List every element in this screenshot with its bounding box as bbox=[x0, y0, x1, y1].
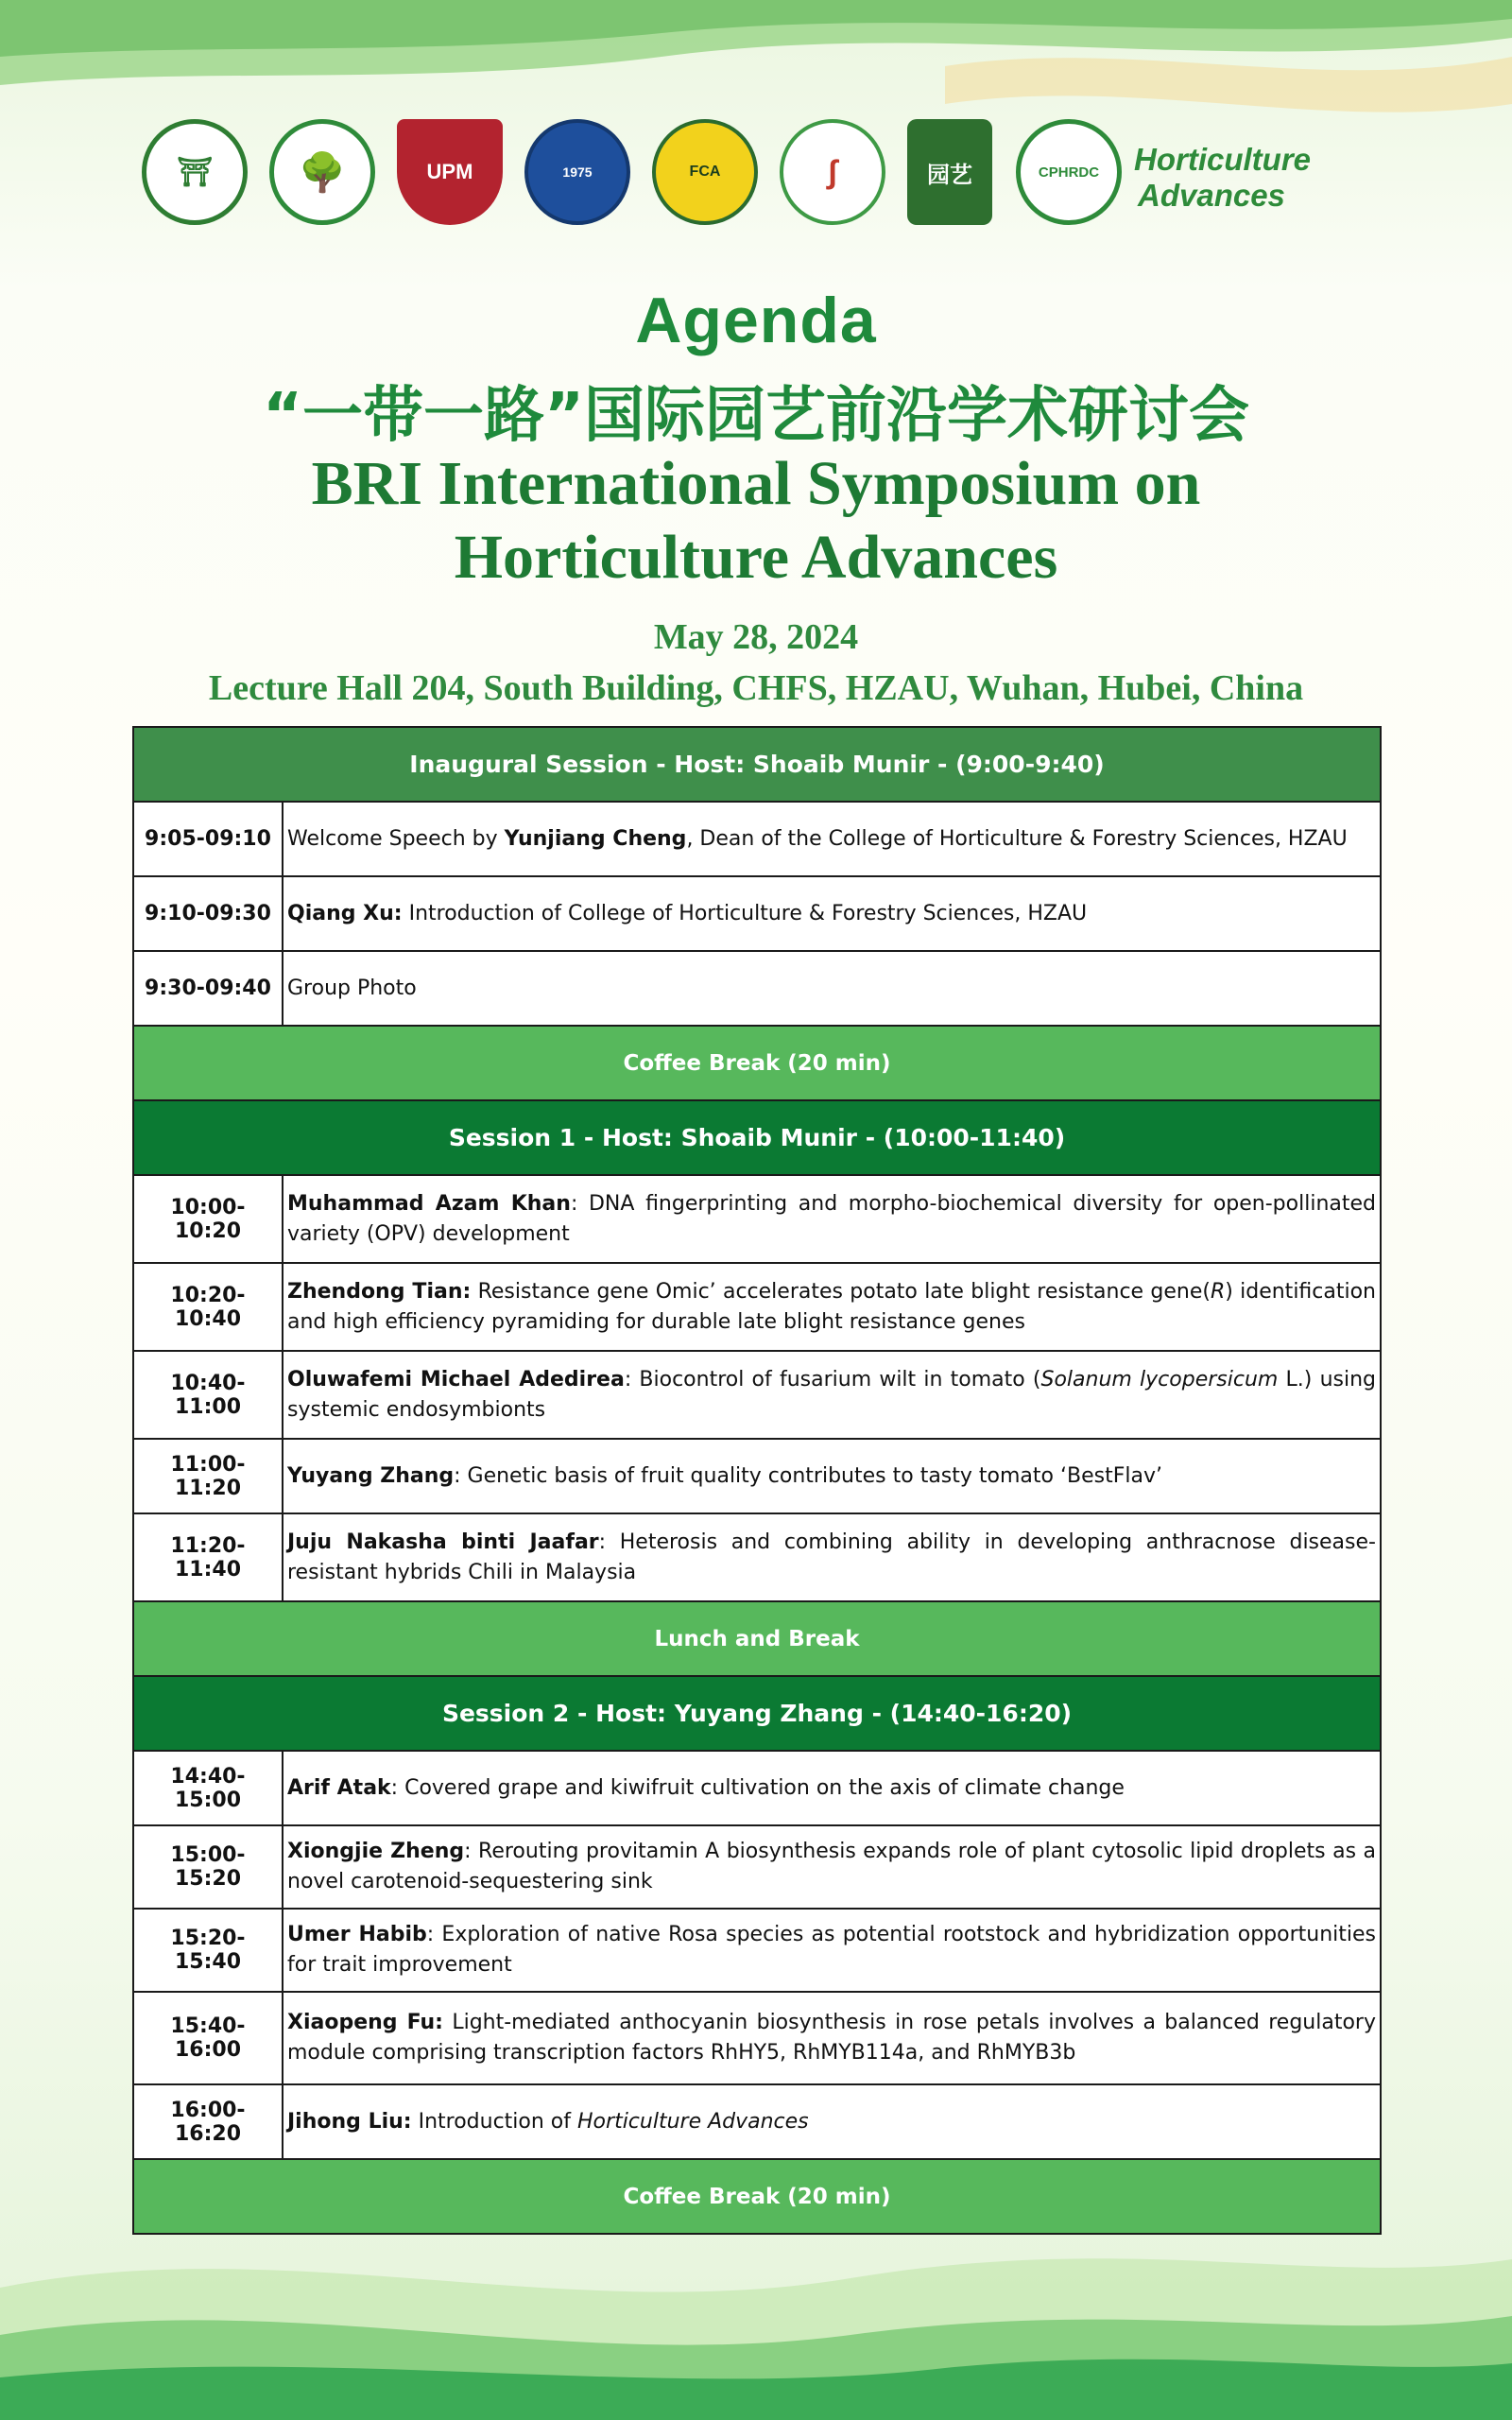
break-text: Coffee Break (20 min) bbox=[133, 1026, 1381, 1100]
session-header-text: Session 2 - Host: Yuyang Zhang - (14:40-16:20) bbox=[133, 1676, 1381, 1751]
time-slot: 10:20-10:40 bbox=[133, 1263, 283, 1351]
pmas-arid-logo: 🌳 bbox=[269, 119, 375, 225]
time-slot: 10:00-10:20 bbox=[133, 1175, 283, 1263]
speaker-name: Juju Nakasha binti Jaafar bbox=[287, 1530, 599, 1554]
talk-title: L.) using systemic endosymbionts bbox=[287, 1367, 1376, 1422]
time-slot: 14:40-15:00 bbox=[133, 1751, 283, 1825]
talk-description bbox=[283, 1751, 1381, 1825]
talk-title: : DNA fingerprinting and morpho-biochemical diversity for open-pollinated variety (OPV) development bbox=[287, 1191, 1376, 1246]
agenda-title: Agenda bbox=[635, 285, 877, 356]
talk-title: Introduction of College of Horticulture & Forestry Sciences, HZAU bbox=[402, 901, 1088, 925]
talk-description bbox=[283, 1351, 1381, 1439]
time-slot: 15:20-15:40 bbox=[133, 1909, 283, 1992]
talk-title-italic: R bbox=[1210, 1279, 1226, 1304]
partner-logos bbox=[142, 119, 1370, 242]
table-row bbox=[133, 1513, 1381, 1601]
session-1-header bbox=[133, 1100, 1381, 1175]
talk-description bbox=[283, 1513, 1381, 1601]
speaker-name: Jihong Liu: bbox=[287, 2109, 412, 2134]
upm-logo: UPM bbox=[397, 119, 503, 225]
time-slot: 16:00-16:20 bbox=[133, 2084, 283, 2159]
time-slot: 9:05-09:10 bbox=[133, 802, 283, 876]
talk-description bbox=[283, 1992, 1381, 2084]
talk-title: : Genetic basis of fruit quality contributes to tasty tomato ‘BestFlav’ bbox=[454, 1463, 1162, 1488]
talk-title: ) identification and high efficiency pyramiding for durable late blight resistance genes bbox=[287, 1279, 1377, 1334]
inaugural-session-header bbox=[133, 727, 1381, 802]
talk-description bbox=[283, 1175, 1381, 1263]
talk-title: : Biocontrol of fusarium wilt in tomato ( bbox=[624, 1367, 1041, 1392]
yuan-yi-lin-xue-logo: 园艺 bbox=[907, 119, 992, 225]
coffee-break-row bbox=[133, 1026, 1381, 1100]
talk-title-italic: Horticulture Advances bbox=[577, 2109, 809, 2134]
talk-title: : Rerouting provitamin A biosynthesis expands role of plant cytosolic lipid droplets as a novel carotenoid-sequestering sink bbox=[287, 1840, 1376, 1893]
speaker-name: Xiongjie Zheng bbox=[287, 1840, 465, 1863]
table-row bbox=[133, 1439, 1381, 1513]
talk-description bbox=[283, 1909, 1381, 1992]
talk-title: Light-mediated anthocyanin biosynthesis in rose petals involves a balanced regulatory module comprising transcription factors RhHY5, RhMYB114a, and RhMYB3b bbox=[287, 2011, 1376, 2065]
table-row bbox=[133, 951, 1381, 1026]
english-title-line1: BRI International Symposium on bbox=[311, 449, 1201, 518]
brand-line2: Advances bbox=[1138, 178, 1285, 213]
talk-description bbox=[283, 1439, 1381, 1513]
talk-description bbox=[283, 802, 1381, 876]
speaker-name: Zhendong Tian: bbox=[287, 1279, 472, 1304]
time-slot: 9:10-09:30 bbox=[133, 876, 283, 951]
talk-title: , Dean of the College of Horticulture & Forestry Sciences, HZAU bbox=[686, 826, 1348, 851]
table-row bbox=[133, 1175, 1381, 1263]
table-row bbox=[133, 1825, 1381, 1909]
speaker-name: Yunjiang Cheng bbox=[504, 826, 687, 851]
talk-title: Introduction of bbox=[411, 2109, 578, 2134]
session-header-text: Session 1 - Host: Shoaib Munir - (10:00-11:40) bbox=[133, 1100, 1381, 1175]
speaker-name: Oluwafemi Michael Adedirea bbox=[287, 1367, 625, 1392]
time-slot: 11:20-11:40 bbox=[133, 1513, 283, 1601]
speaker-name: Yuyang Zhang bbox=[287, 1463, 455, 1488]
federal-college-logo: FCA bbox=[652, 119, 758, 225]
english-title-line2: Horticulture Advances bbox=[454, 523, 1058, 592]
talk-title: Resistance gene Omic’ accelerates potato late blight resistance gene( bbox=[471, 1279, 1211, 1304]
chinese-title: “一带一路”国际园艺前沿学术研讨会 bbox=[262, 381, 1250, 451]
talk-title: : Exploration of native Rosa species as potential rootstock and hybridization opportunities for trait improvement bbox=[287, 1923, 1376, 1977]
time-slot: 9:30-09:40 bbox=[133, 951, 283, 1026]
speaker-name: Qiang Xu: bbox=[287, 901, 403, 925]
talk-description bbox=[283, 876, 1381, 951]
speaker-name: Muhammad Azam Khan bbox=[287, 1191, 571, 1216]
time-slot: 11:00-11:20 bbox=[133, 1439, 283, 1513]
cphrdc-logo: CPHRDC bbox=[1016, 119, 1122, 225]
table-row bbox=[133, 1992, 1381, 2084]
speaker-name: Xiaopeng Fu: bbox=[287, 2011, 443, 2034]
talk-title: Group Photo bbox=[287, 976, 417, 1000]
lunch-break-row bbox=[133, 1601, 1381, 1676]
agenda-table bbox=[132, 726, 1382, 2235]
table-row bbox=[133, 1751, 1381, 1825]
table-row bbox=[133, 1909, 1381, 1992]
time-slot: 15:00-15:20 bbox=[133, 1825, 283, 1909]
hzau-logo: ⛩ bbox=[142, 119, 248, 225]
brand-line1: Horticulture bbox=[1134, 142, 1312, 177]
bursa-uludag-logo: 1975 bbox=[524, 119, 630, 225]
table-row bbox=[133, 802, 1381, 876]
session-2-header bbox=[133, 1676, 1381, 1751]
break-text: Lunch and Break bbox=[133, 1601, 1381, 1676]
session-header-text: Inaugural Session - Host: Shoaib Munir - (9:00-9:40) bbox=[133, 727, 1381, 802]
top-wave-decoration bbox=[0, 0, 1512, 123]
table-row bbox=[133, 1263, 1381, 1351]
talk-description bbox=[283, 1263, 1381, 1351]
talk-title-italic: Solanum lycopersicum bbox=[1040, 1367, 1279, 1392]
speaker-name: Arif Atak bbox=[287, 1775, 391, 1800]
time-slot: 15:40-16:00 bbox=[133, 1992, 283, 2084]
institute-logo: ∫ bbox=[780, 119, 885, 225]
speaker-name: Umer Habib bbox=[287, 1923, 427, 1946]
time-slot: 10:40-11:00 bbox=[133, 1351, 283, 1439]
table-row bbox=[133, 1351, 1381, 1439]
event-date: May 28, 2024 bbox=[653, 617, 859, 657]
talk-title: : Heterosis and combining ability in developing anthracnose disease-resistant hybrids Chili in Malaysia bbox=[287, 1530, 1376, 1584]
talk-title: : Covered grape and kiwifruit cultivation on the axis of climate change bbox=[390, 1775, 1125, 1800]
horticulture-advances-logo bbox=[1134, 142, 1370, 214]
talk-description bbox=[283, 1825, 1381, 1909]
talk-prefix: Welcome Speech by bbox=[287, 826, 505, 851]
table-row bbox=[133, 2084, 1381, 2159]
break-text: Coffee Break (20 min) bbox=[133, 2159, 1381, 2234]
talk-description bbox=[283, 951, 1381, 1026]
coffee-break-row bbox=[133, 2159, 1381, 2234]
event-venue: Lecture Hall 204, South Building, CHFS, HZAU, Wuhan, Hubei, China bbox=[208, 668, 1304, 708]
table-row bbox=[133, 876, 1381, 951]
talk-description bbox=[283, 2084, 1381, 2159]
